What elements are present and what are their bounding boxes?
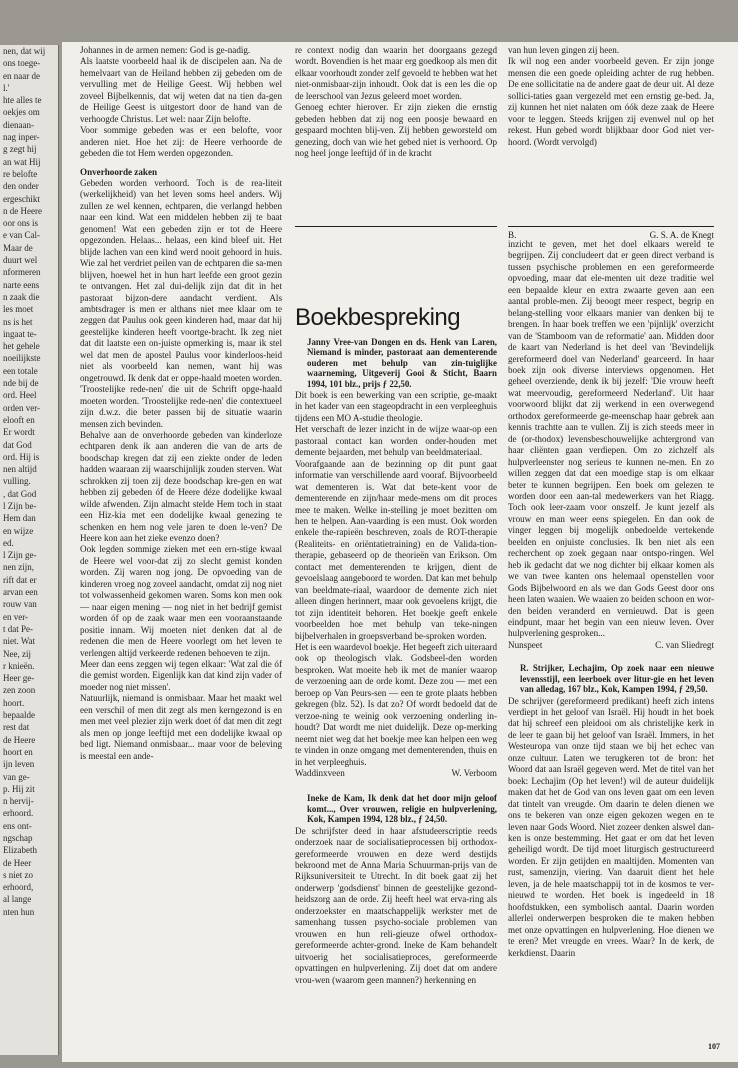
left-page-line: nformeren	[3, 267, 41, 278]
review-reference: Ineke de Kam, Ik denk dat het door mijn geloof komt..., Over vrouwen, religie en hulpverlening, Kok, Kampen 1994, 128 blz., ƒ 24,50.	[307, 793, 497, 825]
left-page-line: g zegt hij	[3, 144, 37, 155]
left-page-line: ens ont-	[3, 820, 32, 831]
left-page-line: ord. Hij is	[3, 451, 40, 462]
left-page-line: de Heer	[3, 857, 32, 868]
left-page-line: en wijze	[3, 525, 34, 536]
left-page-line: s niet zo	[3, 869, 33, 880]
left-page-line: nen, dat wij	[3, 46, 46, 56]
article-paragraph: Voor sommige gebeden was er een belofte, voor anderen niet. Hoe het zij: de Heere verhoorde de gebeden die tot Hem werden opgezonden.	[80, 125, 282, 159]
review-paragraph: De schrijfster deed in haar afstudeerscriptie reeds onderzoek naar de socialisatieprocessen bij orthodox-gereformeerde vrouwen en deze werd destijds bekroond met de Anna Maria Schuurman-prijs van de Rijksuniversiteit te Utrecht. In dit boek gaat zij het onderwerp 'godsdienst' binnen de geestelijke gezond-heidszorg aan de orde. Zij heeft heel wat erva-ring als onderzoekster en maatschappelijk werkster met de samenhang tussen psycho-sociale problemen van vrouwen en hun reli-gieuze ofwel orthodox-gereformeerde achter-grond. Ineke de Kam behandelt uitvoerig het socialisatieproces, gereformeerde opvattingen en hulpverlening. Zij doet dat om andere vrou-wen (waarom geen mannen?) herkenning en	[295, 825, 497, 985]
left-page-line: hte alles te	[3, 95, 42, 106]
article-paragraph: Johannes in de armen nemen: God is ge-nadig.	[80, 45, 251, 55]
subheading: Onverhoorde zaken	[80, 166, 158, 177]
left-page-line: erhoord,	[3, 882, 34, 893]
left-page-line: Nee, zij	[3, 648, 31, 659]
left-page-line: Hem dan	[3, 513, 36, 524]
review-signature	[295, 768, 497, 779]
left-page-line: nten hun	[3, 906, 35, 917]
left-page-line: t dat Pe-	[3, 623, 33, 634]
article-paragraph: van hun leven gingen zij heen.	[508, 45, 620, 55]
left-page-line: les moet	[3, 304, 34, 315]
left-page-line: al lange	[3, 894, 32, 905]
left-page-line: niet. Wat	[3, 636, 36, 647]
article-paragraph: Gebeden worden verhoord. Toch is de rea-liteit (werkelijkheid) van het leven soms heel anders. Wij zullen ze wel kennen, echtparen, die verlangd hebben naar een kind. Wat een middelen hebben zij te baat genomen! Wat een gebeden zijn er tot de Heere opgezonden. Helaas... helaas, een kind bleef uit. Het blijde lachen van een kind werd nooit gehoord in huis. Wie zal het verdriet peilen van de echtparen die sa-men blijven, hoewel het in hun hart leefde een groot gezin te ontvangen. Het zal dui-delijk zijn dat dit in het pastoraat bijzon-dere aandacht verdient. Als ambtsdrager is men er althans niet mee klaar om te zeggen dat Paulus ook geen kinderen had, maar dat hij geestelijke kinderen heeft voortge-bracht. Ik zeg niet dat dit laatste een on-juiste opmerking is, maar ik stel wel dat men de apostel Paulus voor kinderloos-heid niet als voorbeeld kan nemen, want hij was ongetrouwd. Ik denk dat er oppe-haald moeten worden. 'Troostelijke rede-nen' die uit de Schrift opge-haald moeten worden. 'Troostelijke rede-nen' die contextueel zijn d.w.z. die beter passen bij de situatie waarin mensen zich bevinden.	[80, 177, 282, 429]
left-page-line: oekjes om	[3, 107, 40, 118]
article-paragraph: Ik wil nog een ander voorbeeld geven. Er zijn jonge mensen die een goede opleiding achter de rug hebben. De ene sollicitatie na de andere gaat de deur uit. Al deze sollici-taties gaan vergezeld met een ernstig ge-bed. Ja, zij kunnen het niet nalaten om óók deze zaak de Heere voor te leggen. Steeds krijgen zij evenwel nul op het rekest. Hun gebed wordt blijkbaar door God niet ver-hoord. (Wordt vervolgd)	[508, 56, 714, 147]
left-page-line: ingaat te-	[3, 328, 37, 339]
article-column-3-top	[508, 45, 714, 148]
review-place: Nunspeet	[508, 639, 543, 650]
left-page-line: ons toege-	[3, 58, 41, 69]
review-paragraph: De schrijver (gereformeerd predikant) heeft zich intens verdiept in het geloof van Israël. Hij houdt in het boek dat hij schreef een pleidooi om als christelijke kerk in de leer te gaan bij het geloof van Israël. Immers, in het Westeuropa van onze tijd staan we bij het echec van onze cultuur. Laten we terugkeren tot de bron: het Woord dat aan Israël gegeven werd. Met de titel van het boek: Lechajim (Op het leven!) wil de auteur duidelijk maken dat het de God van ons leven gaat om een leven dat tintelt van vreugde. Om daarin te delen dienen we ons te bekeren van onze eigen gekozen wegen en te leven naar Gods Woord. Niet zozeer denken alswel dan-ken is onze bestemming. Het gaat er om dat het leven geheiligd wordt. De tijd moet liturgisch gestructureerd worden. Er zijn getijden en maaltijden. Momenten van rust, samenzijn, viering. Van daaruit dient het hele leven, ja de hele maatschappij tot in de kosmos te ver-nieuwd te worden. Het boek is ingedeeld in 18 hoofdstukken, een symbolisch aantal. Daarin worden allerlei onderwerpen besproken die te maken hebben met onze opvattingen en hulpverlening. Hoe dienen we te eren? Met vreugde en vrees. Waar? In de kerk, de kerkdienst. Daarin	[508, 695, 714, 958]
left-page-line: een totale	[3, 365, 38, 376]
left-page-line: an wat Hij	[3, 156, 41, 167]
left-page-line: van ge-	[3, 771, 30, 782]
left-page-line: nag inper-	[3, 132, 40, 143]
left-page-line: ergeschikt	[3, 193, 40, 204]
review-author: C. van Sliedregt	[655, 639, 714, 650]
left-page-line: noeilijkste	[3, 353, 41, 364]
review-column-2	[295, 337, 497, 1053]
review-paragraph: Het verschaft de lezer inzicht in de wijze waar-op een pastoraal contact kan worden onder-houden met demente bejaarden, met behulp van beeldmateriaal.	[295, 424, 497, 458]
review-place: Waddinxveen	[295, 767, 345, 778]
left-page-line: ijn leven	[3, 759, 35, 770]
article-paragraph: re context nodig dan waarin het doorgaans gezegd wordt. Bovendien is het maar erg goedkoop als men dit elkaar voorhoudt zonder zelf gevoeld te hebben wat het niet-onmisbaar-zijn inhoudt. Ook dat is een les die op de leerschool van Jezus geleerd moet worden.	[295, 45, 497, 101]
left-page-line: en naar de	[3, 70, 40, 81]
left-page-line: rest dat	[3, 722, 30, 733]
left-page-line: p. Hij zit	[3, 783, 35, 794]
left-page-line: ord. Heel	[3, 390, 37, 401]
left-page-line: ngschap	[3, 833, 33, 843]
left-page-line: n hervij-	[3, 796, 34, 807]
article-paragraph: Als laatste voorbeeld haal ik de discipelen aan. Na de hemelvaart van de Heiland hebben zij gebeden om de vervulling met de Heilige Geest. Wij hebben wel zoveel Bijbelkennis, dat wij weten dat na tien da-gen de Heilige Geest is uitgestort door de hand van de verhoogde Christus. Let wel: naar Zijn belofte.	[80, 56, 282, 124]
left-page-line: arvan een	[3, 587, 38, 598]
left-page-line: r knieën.	[3, 660, 35, 671]
left-page-line: n de Heere	[3, 205, 42, 216]
review-author: W. Verboom	[451, 767, 497, 778]
left-page-line: rift dat er	[3, 574, 37, 585]
left-page-line: ed.	[3, 537, 14, 548]
left-page-line: den onder	[3, 181, 39, 192]
left-page-line: nde bij de	[3, 378, 39, 389]
left-page-line: en ver-	[3, 611, 29, 622]
left-page-line: zen zoon	[3, 685, 36, 696]
left-page-line: l Zijn ge-	[3, 550, 37, 561]
left-page-line: vulling.	[3, 476, 31, 487]
signature-author: G. S. A. de Knegt	[649, 230, 714, 240]
left-page-line: l Zijn be-	[3, 500, 37, 511]
left-page-line: dat God	[3, 439, 32, 450]
left-page-line: duurt wel	[3, 255, 38, 266]
left-page-line: e van Cal-	[3, 230, 40, 241]
review-signature	[508, 640, 714, 651]
left-page-line: bepaalde	[3, 710, 35, 721]
page-107	[62, 42, 738, 1062]
article-column-1	[80, 45, 282, 1013]
section-divider	[508, 226, 714, 227]
page-number: 107	[708, 1042, 720, 1051]
article-column-2-top	[295, 45, 497, 160]
article-paragraph: Ook legden sommige zieken met een ern-stige kwaal de Heere wel voor-dat zij zo slecht gemist konden worden. Zij waren nog jong. De opvoeding van de kinderen vroeg nog zoveel aandacht, omdat zij nog niet tot volwassenheid gekomen waren. Soms kon men ook — naar eigen mening — nog niet in het bedrijf gemist worden óf op de zaak waar men een vooraanstaande positie innam. Wij moeten niet denken dat al de redenen die men de Heere voorlegt om het leven te verlengen altijd verkeerde redenen behoeven te zijn.	[80, 544, 282, 658]
left-page-edge	[0, 45, 59, 1055]
article-paragraph: Behalve aan de onverhoorde gebeden van kinderloze echtparen denk ik aan anderen die van de arts de boodschap kregen dat zij een ziekte onder de leden hadden waaraan zij waarschijnlijk zouden sterven. Wat schrokken zij toen zij deze boodschap kre-gen en wat hebben zij gebeden óf de Heere déze dodelijke kwaal wilde afwenden. Zijn almacht stelde Hem toch in staat een Hiz-kia met een dodelijke kwaal genezing te schenken en hem nog vele jaren te doen le-ven? De Heere kon aan het zieke evenzo doen?	[80, 429, 282, 544]
left-page-line: hoort en	[3, 746, 33, 757]
left-page-line: re belofte	[3, 168, 38, 179]
left-page-line: rouw van	[3, 599, 37, 610]
article-paragraph: Natuurlijk, niemand is onmisbaar. Maar het maakt wel een verschil of men dit zegt als men kerngezond is en men met veel plezier zijn werk doet óf dat men dit zegt als men op jonge leeftijd met een dodelijke kwaal op bed ligt. Niemand onmisbaar... maar voor de beleving is meestal een ande-	[80, 693, 282, 761]
left-page-line: Heer ge-	[3, 673, 35, 684]
review-paragraph: Het is een waardevol boekje. Het begeeft zich uiteraard ook op theologisch vlak. Godsbeel-den worden besproken. Wat moeite heb ik met de manier waarop de verzoening aan de orde komt. Deze zou — met een beroep op Van Peurs-sen — een te grote plaats hebben gekregen (blz. 52). Is dat zo? Of wordt bedoeld dat de verzoe-ning te weinig ook verzoening onderling in-houdt? Dat wordt me niet duidelijk. Deze op-merking neemt niet weg dat het boekje mee kan helpen een weg te vinden in onze omgang met dementerenden, thuis en in het verpleeghuis.	[295, 642, 497, 767]
left-page-line: nen zijn,	[3, 562, 34, 573]
left-page-line: Elizabeth	[3, 845, 37, 856]
left-page-line: de Heere	[3, 734, 36, 745]
left-page-line: het gehele	[3, 341, 40, 352]
left-page-line: Maar de	[3, 242, 33, 253]
left-page-line: , dat God	[3, 488, 37, 499]
left-page-line: n zaak die	[3, 291, 40, 302]
left-page-line: elooft en	[3, 414, 35, 425]
article-paragraph: Meer dan eens zeggen wij tegen elkaar: 'Wat zal die óf die gemist worden. Eigenlijk kan dat kind zijn vader of moeder nog niet missen'.	[80, 659, 282, 692]
review-reference: Janny Vree-van Dongen en ds. Henk van Laren, Niemand is minder, pastoraat aan dementerende ouderen met behulp van zin-tuiglijke waarneming, Uitgeverij Gooi & Sticht, Baarn 1994, 101 blz., prijs ƒ 22,50.	[307, 337, 497, 389]
left-page-line: narte eens	[3, 279, 40, 290]
review-paragraph: Dit boek is een bewerking van een scriptie, ge-maakt in het kader van een stageopdracht in een verpleeghuis tijdens een MO A-studie theologie.	[295, 390, 497, 423]
section-title-boekbespreking: Boekbespreking	[295, 304, 461, 331]
left-page-line: orden ver-	[3, 402, 41, 413]
left-page-line: l.'	[3, 82, 10, 93]
left-page-line: ns is het	[3, 316, 33, 327]
left-page-line: Er wordt	[3, 427, 35, 438]
left-page-line: dienaan-	[3, 119, 34, 130]
review-paragraph: inzicht te geven, met het doel elkaars wereld te begrijpen. Zij concludeert dat er geen direct verband is tussen psychische problemen en een gereformeerde opvoeding, maar dat ele-menten uit deze traditie wel een bepaalde kleur en extra zwaarte geven aan een aantal proble-men. Zij beoogt meer respect, begrip en belang-stelling voor elkaars manier van denken bij te brengen. In haar boek treffen we een 'pijnlijk' overzicht van de 'Stamboom van de reformatie' aan. Midden door de kaart van Nederland is het deel van 'Bevindelijk gereformeerd doel van Nederland' gearceerd. In haar boek zijn ook diverse interviews opgenomen. Het geheel overziende, denk ik bij jezelf: 'Die vrouw heeft wat meervoudig, gereformeerd Nederland'. Uit haar voorwoord blijkt dat zij werkend in een overwegend orthodox gereformeerde ge-meenschap haar gebrek aan kennis trachtte aan te vullen. Zij is zich steeds meer in de (or-thodox) levensbeschouwelijke achtergrond van haar cliënten gaan verdiepen. Om zo zichzelf als hulpverleenster nog serieus te kunnen ne-men. En zo willen zeggen dat dat een moedige stap is om elkaar beter te kunnen begrijpen. Een boek om gelezen te worden door een aan-tal medewerkers van het Riagg. Toch ook leer-zaam voor onszelf. Je kunt jezelf als vrouw en man weer eens spiegelen. En dan ook de vinger leggen bij mogelijk onbedoelde vertekende beelden en onjuiste conclusies. Ik ben niet als een recherchent op zoek gegaan naar ontspo-ringen. Wel heb ik gedacht dat we nog dichter bij elkaar komen als we van twee kanten ons helemaal openstellen voor Gods Bijbelwoord en als we dan Gods Geest door ons heen laten waaien. We waaien zo beiden schoon en wor-den beiden veranderd en vernieuwd. Dat is geen eindpunt, maar het begin van een nieuw leven. Over hulpverlening gesproken...	[508, 239, 714, 639]
review-column-3	[508, 239, 714, 1049]
left-page-line: oor ons is	[3, 218, 39, 229]
review-paragraph: Voorafgaande aan de bezinning op dit punt gaat informatie van verschillende aard vooraf. Bijvoorbeeld wat dementeren is. Wat dat bete-kent voor de dementerende en zijn/haar mede-mens om dit proces mee te maken. Welke in-stelling je moet bezitten om hen te helpen. Aan-vaarding is een must. Ook worden enkele the-rapieën beschreven, zoals de ROT-therapie (Realiteits- en oriëntatietraining) en de Valida-tion-therapie, gebaseerd op de theorieën van Erikson. Om contact met dementerenden te krijgen, dient de gevoelslaag aangeboord te worden. Dat kan met behulp van beeldmate-riaal, waardoor de demente zich niet alleen dingen herinnert, maar ook gevoelens krijgt, die tot zijn identiteit behoren. Het boekje geeft enkele voorbeelden hoe met behulp van teke-ningen bijbelverhalen in groepsverband be-sproken worden.	[295, 458, 497, 641]
left-page-line: nen altijd	[3, 464, 37, 475]
left-page-line: hoort.	[3, 697, 25, 708]
section-divider	[295, 226, 497, 227]
review-reference: R. Strijker, Lechajim, Op zoek naar een nieuwe levensstijl, een leerboek over litur-gie en het leven van alledag, 167 blz., Kok, Kampen 1994, ƒ 29,50.	[520, 663, 714, 695]
signature-initial: B.	[508, 230, 517, 240]
article-paragraph: Genoeg echter hierover. Er zijn zieken die ernstig gebeden hebben dat zij nog een poosje bewaard en gespaard mochten blij-ven. Zij hebben geworsteld om genezing, doch van wie het gebed niet is verhoord. Op nog heel jonge leeftijd óf in de kracht	[295, 102, 497, 159]
left-page-line: erhoord.	[3, 808, 34, 819]
